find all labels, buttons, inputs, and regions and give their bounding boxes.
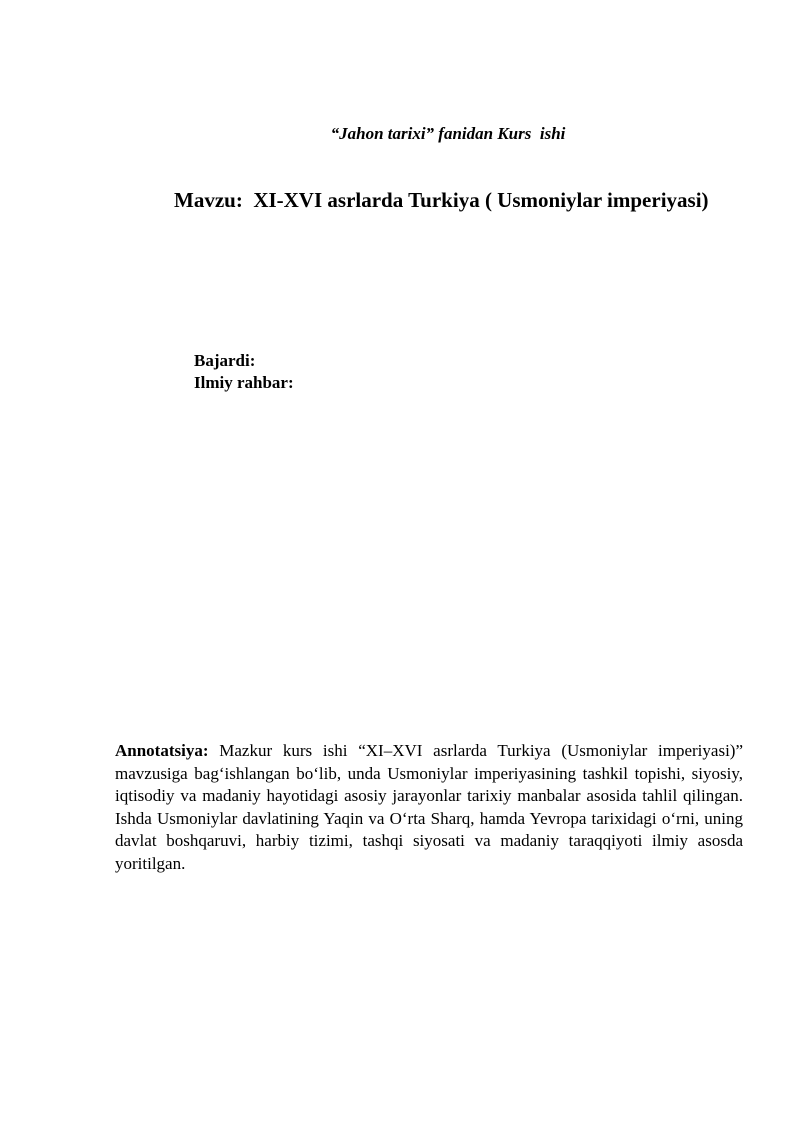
annotation-text: Mazkur kurs ishi “XI–XVI asrlarda Turkiya (Usmoniylar imperiyasi)” mavzusiga bag‘ishlangan bo‘lib, unda Usmoniylar imperiyasining tashkil topishi, siyosiy, iqtisodiy va madaniy hayotidagi asosiy jarayonlar tarixiy manbalar asosida tahlil qilingan. Ishda Usmoniylar davlatining Yaqin va O‘rta Sharq, hamda Yevropa tarixidagi o‘rni, uning davlat boshqaruvi, harbiy tizimi, tashqi siyosati va madaniy taraqqiyoti ilmiy asosda yoritilgan. [115,741,743,873]
annotation-paragraph [115,740,743,875]
annotation-label: Annotatsiya: [115,741,209,760]
credits-block [194,350,294,394]
supervisor-label: Ilmiy rahbar: [194,373,294,392]
performed-by-label: Bajardi: [194,351,256,370]
course-work-topic: Mavzu: XI-XVI asrlarda Turkiya ( Usmoniylar imperiyasi) [174,188,709,212]
course-work-subject: “Jahon tarixi” fanidan Kurs ishi [330,124,566,143]
